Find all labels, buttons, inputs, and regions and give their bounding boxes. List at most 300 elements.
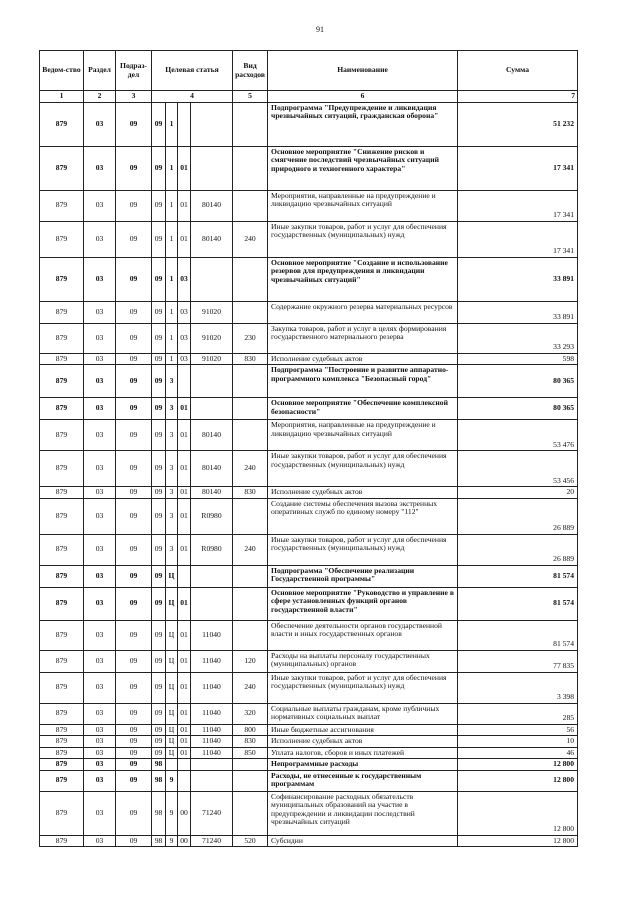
col-num: 6 xyxy=(268,91,458,103)
table-row xyxy=(40,703,578,724)
sum-cell: 17 341 xyxy=(458,221,578,257)
expense-type-cell xyxy=(233,791,268,835)
razdel-cell: 03 xyxy=(84,420,116,451)
sum-cell: 46 xyxy=(458,747,578,759)
expense-type-cell: 830 xyxy=(233,487,268,499)
ts-event-cell xyxy=(178,759,191,771)
ts-subprogram-cell: 3 xyxy=(166,451,178,487)
podrazdel-cell: 09 xyxy=(116,102,152,146)
ts-event-cell: 01 xyxy=(178,487,191,499)
ts-subprogram-cell: 9 xyxy=(166,835,178,847)
ts-subprogram-cell: 1 xyxy=(166,301,178,323)
ved-cell: 879 xyxy=(40,498,84,534)
table-row xyxy=(40,759,578,771)
podrazdel-cell: 09 xyxy=(116,323,152,353)
sum-cell: 56 xyxy=(458,724,578,736)
podrazdel-cell: 09 xyxy=(116,301,152,323)
ved-cell: 879 xyxy=(40,323,84,353)
ts-direction-cell: 91020 xyxy=(191,353,233,365)
ved-cell: 879 xyxy=(40,190,84,221)
table-row xyxy=(40,257,578,301)
ts-program-cell: 98 xyxy=(152,835,166,847)
ts-event-cell: 01 xyxy=(178,724,191,736)
ts-direction-cell xyxy=(191,365,233,398)
ts-subprogram-cell: 1 xyxy=(166,353,178,365)
ts-subprogram-cell: 3 xyxy=(166,498,178,534)
ts-subprogram-cell: Ц xyxy=(166,620,178,650)
razdel-cell: 03 xyxy=(84,703,116,724)
ts-direction-cell: 80140 xyxy=(191,221,233,257)
expense-type-cell xyxy=(233,565,268,587)
table-row xyxy=(40,365,578,398)
ts-event-cell: 03 xyxy=(178,301,191,323)
ved-cell: 879 xyxy=(40,650,84,672)
table-row xyxy=(40,451,578,487)
table-row xyxy=(40,398,578,420)
podrazdel-cell: 09 xyxy=(116,736,152,748)
razdel-cell: 03 xyxy=(84,257,116,301)
ts-subprogram-cell: 1 xyxy=(166,221,178,257)
table-row xyxy=(40,420,578,451)
podrazdel-cell: 09 xyxy=(116,747,152,759)
ts-program-cell: 09 xyxy=(152,451,166,487)
expense-type-cell: 240 xyxy=(233,534,268,565)
expense-type-cell: 240 xyxy=(233,221,268,257)
ved-cell: 879 xyxy=(40,420,84,451)
ts-event-cell xyxy=(178,770,191,791)
sum-cell: 26 889 xyxy=(458,534,578,565)
razdel-cell: 03 xyxy=(84,747,116,759)
ts-subprogram-cell: Ц xyxy=(166,703,178,724)
name-cell: Подпрограмма "Предупреждение и ликвидация чрезвычайных ситуаций, гражданская оборона" xyxy=(268,102,458,146)
name-cell: Подпрограмма "Построение и развитие аппаратно-программного комплекса "Безопасный город" xyxy=(268,365,458,398)
ts-program-cell: 09 xyxy=(152,650,166,672)
name-cell: Расходы на выплаты персоналу государственных (муниципальных) органов xyxy=(268,650,458,672)
sum-cell: 80 365 xyxy=(458,398,578,420)
podrazdel-cell: 09 xyxy=(116,587,152,620)
razdel-cell: 03 xyxy=(84,791,116,835)
sum-cell: 81 574 xyxy=(458,565,578,587)
podrazdel-cell: 09 xyxy=(116,565,152,587)
ved-cell: 879 xyxy=(40,587,84,620)
expense-type-cell xyxy=(233,498,268,534)
razdel-cell: 03 xyxy=(84,487,116,499)
name-cell: Содержание окружного резерва материальных ресурсов xyxy=(268,301,458,323)
expense-type-cell xyxy=(233,301,268,323)
name-cell: Софинансирование расходных обязательств муниципальных образований на участие в предупреждении и ликвидации последствий чрезвычайных ситуаций xyxy=(268,791,458,835)
sum-cell: 12 800 xyxy=(458,759,578,771)
ts-subprogram-cell: 3 xyxy=(166,398,178,420)
razdel-cell: 03 xyxy=(84,650,116,672)
ved-cell: 879 xyxy=(40,257,84,301)
ts-direction-cell: 11040 xyxy=(191,724,233,736)
expense-type-cell: 800 xyxy=(233,724,268,736)
ts-program-cell: 09 xyxy=(152,398,166,420)
table-row xyxy=(40,102,578,146)
table-row xyxy=(40,747,578,759)
sum-cell: 33 891 xyxy=(458,257,578,301)
sum-cell: 53 456 xyxy=(458,451,578,487)
sum-cell: 285 xyxy=(458,703,578,724)
razdel-cell: 03 xyxy=(84,451,116,487)
table-row xyxy=(40,791,578,835)
ts-direction-cell xyxy=(191,398,233,420)
table-row xyxy=(40,620,578,650)
name-cell: Иные закупки товаров, работ и услуг для обеспечения государственных (муниципальных) нужд xyxy=(268,534,458,565)
ts-program-cell: 98 xyxy=(152,770,166,791)
name-cell: Основное мероприятие "Обеспечение комплексной безопасности" xyxy=(268,398,458,420)
ts-direction-cell xyxy=(191,759,233,771)
ts-subprogram-cell: 3 xyxy=(166,487,178,499)
table-row xyxy=(40,487,578,499)
col-num: 3 xyxy=(116,91,152,103)
name-cell: Исполнение судебных актов xyxy=(268,736,458,748)
expense-type-cell xyxy=(233,365,268,398)
name-cell: Иные закупки товаров, работ и услуг для обеспечения государственных (муниципальных) нужд xyxy=(268,451,458,487)
name-cell: Основное мероприятие "Создание и использование резервов для предупреждения и ликвидации чрезвычайных ситуаций" xyxy=(268,257,458,301)
ved-cell: 879 xyxy=(40,365,84,398)
ts-subprogram-cell xyxy=(166,759,178,771)
podrazdel-cell: 09 xyxy=(116,451,152,487)
ts-direction-cell: 11040 xyxy=(191,747,233,759)
expense-type-cell xyxy=(233,102,268,146)
table-row xyxy=(40,353,578,365)
ts-subprogram-cell: 9 xyxy=(166,791,178,835)
expense-type-cell xyxy=(233,190,268,221)
razdel-cell: 03 xyxy=(84,672,116,703)
table-row xyxy=(40,650,578,672)
ts-event-cell: 01 xyxy=(178,736,191,748)
ved-cell: 879 xyxy=(40,672,84,703)
ts-event-cell: 01 xyxy=(178,451,191,487)
ved-cell: 879 xyxy=(40,791,84,835)
ts-subprogram-cell: Ц xyxy=(166,650,178,672)
podrazdel-cell: 09 xyxy=(116,672,152,703)
ved-cell: 879 xyxy=(40,747,84,759)
ts-event-cell: 01 xyxy=(178,398,191,420)
ved-cell: 879 xyxy=(40,146,84,190)
ts-direction-cell: 11040 xyxy=(191,650,233,672)
col-num: 5 xyxy=(233,91,268,103)
ts-event-cell: 01 xyxy=(178,221,191,257)
expense-type-cell: 830 xyxy=(233,736,268,748)
razdel-cell: 03 xyxy=(84,146,116,190)
ts-program-cell: 09 xyxy=(152,190,166,221)
ts-program-cell: 09 xyxy=(152,146,166,190)
expense-type-cell xyxy=(233,257,268,301)
ts-program-cell: 09 xyxy=(152,301,166,323)
expense-type-cell xyxy=(233,759,268,771)
ts-direction-cell: 80140 xyxy=(191,420,233,451)
expense-type-cell xyxy=(233,770,268,791)
ts-direction-cell: 11040 xyxy=(191,620,233,650)
name-cell: Закупка товаров, работ и услуг в целях формирования государственного материального резерва xyxy=(268,323,458,353)
ts-program-cell: 09 xyxy=(152,672,166,703)
podrazdel-cell: 09 xyxy=(116,487,152,499)
ts-event-cell: 01 xyxy=(178,747,191,759)
razdel-cell: 03 xyxy=(84,534,116,565)
razdel-cell: 03 xyxy=(84,398,116,420)
razdel-cell: 03 xyxy=(84,620,116,650)
ts-direction-cell xyxy=(191,102,233,146)
budget-table xyxy=(39,50,578,847)
ts-program-cell: 09 xyxy=(152,534,166,565)
podrazdel-cell: 09 xyxy=(116,498,152,534)
ved-cell: 879 xyxy=(40,487,84,499)
ts-event-cell: 01 xyxy=(178,146,191,190)
col-num: 4 xyxy=(152,91,233,103)
expense-type-cell: 240 xyxy=(233,672,268,703)
header-target-article: Целевая статья xyxy=(152,51,233,91)
ts-program-cell: 09 xyxy=(152,620,166,650)
column-number-row xyxy=(40,91,578,103)
ved-cell: 879 xyxy=(40,451,84,487)
name-cell: Исполнение судебных актов xyxy=(268,487,458,499)
header-row xyxy=(40,51,578,91)
sum-cell: 80 365 xyxy=(458,365,578,398)
name-cell: Исполнение судебных актов xyxy=(268,353,458,365)
ts-subprogram-cell: 1 xyxy=(166,102,178,146)
podrazdel-cell: 09 xyxy=(116,365,152,398)
name-cell: Обеспечение деятельности органов государственной власти и иных государственных органов xyxy=(268,620,458,650)
header-vedomstvo: Ведом-ство xyxy=(40,51,84,91)
ts-subprogram-cell: Ц xyxy=(166,565,178,587)
ts-program-cell: 09 xyxy=(152,487,166,499)
sum-cell: 26 889 xyxy=(458,498,578,534)
name-cell: Подпрограмма "Обеспечение реализации Государственной программы" xyxy=(268,565,458,587)
header-expense-type: Вид расходов xyxy=(233,51,268,91)
podrazdel-cell: 09 xyxy=(116,190,152,221)
ts-program-cell: 09 xyxy=(152,365,166,398)
ts-direction-cell xyxy=(191,257,233,301)
ts-subprogram-cell: Ц xyxy=(166,724,178,736)
ts-direction-cell: 71240 xyxy=(191,791,233,835)
ts-direction-cell xyxy=(191,770,233,791)
razdel-cell: 03 xyxy=(84,736,116,748)
ved-cell: 879 xyxy=(40,534,84,565)
name-cell: Основное мероприятие "Снижение рисков и смягчение последствий чрезвычайных ситуаций природного и техногенного характера" xyxy=(268,146,458,190)
ts-program-cell: 09 xyxy=(152,587,166,620)
ts-event-cell: 03 xyxy=(178,353,191,365)
ts-program-cell: 09 xyxy=(152,747,166,759)
podrazdel-cell: 09 xyxy=(116,759,152,771)
ts-subprogram-cell: 3 xyxy=(166,420,178,451)
sum-cell: 12 800 xyxy=(458,770,578,791)
col-num: 7 xyxy=(458,91,578,103)
col-num: 2 xyxy=(84,91,116,103)
sum-cell: 33 891 xyxy=(458,301,578,323)
razdel-cell: 03 xyxy=(84,323,116,353)
podrazdel-cell: 09 xyxy=(116,353,152,365)
podrazdel-cell: 09 xyxy=(116,770,152,791)
ts-program-cell: 98 xyxy=(152,791,166,835)
table-row xyxy=(40,190,578,221)
razdel-cell: 03 xyxy=(84,498,116,534)
ts-event-cell: 01 xyxy=(178,420,191,451)
ts-event-cell xyxy=(178,565,191,587)
ts-event-cell: 03 xyxy=(178,257,191,301)
razdel-cell: 03 xyxy=(84,565,116,587)
ts-event-cell xyxy=(178,102,191,146)
name-cell: Иные бюджетные ассигнования xyxy=(268,724,458,736)
name-cell: Создание системы обеспечения вызова экстренных оперативных служб по единому номеру "112" xyxy=(268,498,458,534)
ts-program-cell: 09 xyxy=(152,221,166,257)
ts-event-cell: 01 xyxy=(178,703,191,724)
name-cell: Мероприятия, направленные на предупреждение и ликвидацию чрезвычайных ситуаций xyxy=(268,190,458,221)
table-row xyxy=(40,301,578,323)
name-cell: Иные закупки товаров, работ и услуг для обеспечения государственных (муниципальных) нужд xyxy=(268,672,458,703)
ts-event-cell xyxy=(178,365,191,398)
sum-cell: 53 476 xyxy=(458,420,578,451)
ts-program-cell: 09 xyxy=(152,102,166,146)
expense-type-cell xyxy=(233,587,268,620)
ved-cell: 879 xyxy=(40,102,84,146)
name-cell: Субсидии xyxy=(268,835,458,847)
ved-cell: 879 xyxy=(40,759,84,771)
razdel-cell: 03 xyxy=(84,724,116,736)
ts-direction-cell xyxy=(191,587,233,620)
ts-subprogram-cell: 1 xyxy=(166,323,178,353)
ts-direction-cell: 80140 xyxy=(191,451,233,487)
ts-program-cell: 09 xyxy=(152,724,166,736)
sum-cell: 598 xyxy=(458,353,578,365)
expense-type-cell xyxy=(233,398,268,420)
razdel-cell: 03 xyxy=(84,301,116,323)
ts-direction-cell: 80140 xyxy=(191,190,233,221)
ts-program-cell: 09 xyxy=(152,420,166,451)
expense-type-cell: 850 xyxy=(233,747,268,759)
expense-type-cell: 120 xyxy=(233,650,268,672)
podrazdel-cell: 09 xyxy=(116,534,152,565)
ts-event-cell: 00 xyxy=(178,835,191,847)
sum-cell: 12 800 xyxy=(458,791,578,835)
sum-cell: 81 574 xyxy=(458,587,578,620)
ved-cell: 879 xyxy=(40,620,84,650)
name-cell: Уплата налогов, сборов и иных платежей xyxy=(268,747,458,759)
podrazdel-cell: 09 xyxy=(116,398,152,420)
table-row xyxy=(40,565,578,587)
razdel-cell: 03 xyxy=(84,221,116,257)
ved-cell: 879 xyxy=(40,301,84,323)
ved-cell: 879 xyxy=(40,221,84,257)
ts-event-cell: 01 xyxy=(178,672,191,703)
name-cell: Основное мероприятие "Руководство и управление в сфере установленных функций органов государственной власти" xyxy=(268,587,458,620)
table-row xyxy=(40,835,578,847)
podrazdel-cell: 09 xyxy=(116,146,152,190)
ts-subprogram-cell: 3 xyxy=(166,365,178,398)
ts-subprogram-cell: Ц xyxy=(166,736,178,748)
podrazdel-cell: 09 xyxy=(116,791,152,835)
name-cell: Мероприятия, направленные на предупреждение и ликвидацию чрезвычайных ситуаций xyxy=(268,420,458,451)
ts-program-cell: 09 xyxy=(152,736,166,748)
podrazdel-cell: 09 xyxy=(116,221,152,257)
razdel-cell: 03 xyxy=(84,102,116,146)
expense-type-cell: 230 xyxy=(233,323,268,353)
ts-direction-cell: R0980 xyxy=(191,498,233,534)
ts-event-cell: 03 xyxy=(178,323,191,353)
ts-direction-cell xyxy=(191,146,233,190)
header-podrazdel: Подраз-дел xyxy=(116,51,152,91)
ved-cell: 879 xyxy=(40,353,84,365)
ts-direction-cell: 91020 xyxy=(191,323,233,353)
col-num: 1 xyxy=(40,91,84,103)
ts-program-cell: 09 xyxy=(152,353,166,365)
ts-event-cell: 01 xyxy=(178,620,191,650)
name-cell: Социальные выплаты гражданам, кроме публичных нормативных социальных выплат xyxy=(268,703,458,724)
razdel-cell: 03 xyxy=(84,587,116,620)
ts-program-cell: 09 xyxy=(152,323,166,353)
ts-subprogram-cell: 1 xyxy=(166,146,178,190)
razdel-cell: 03 xyxy=(84,770,116,791)
table-row xyxy=(40,770,578,791)
ved-cell: 879 xyxy=(40,724,84,736)
ts-direction-cell: 80140 xyxy=(191,487,233,499)
ts-subprogram-cell: 3 xyxy=(166,534,178,565)
ved-cell: 879 xyxy=(40,703,84,724)
table-row xyxy=(40,724,578,736)
ts-subprogram-cell: Ц xyxy=(166,587,178,620)
table-row xyxy=(40,146,578,190)
sum-cell: 12 800 xyxy=(458,835,578,847)
expense-type-cell: 320 xyxy=(233,703,268,724)
ts-event-cell: 01 xyxy=(178,498,191,534)
table-row xyxy=(40,534,578,565)
sum-cell: 51 232 xyxy=(458,102,578,146)
table-row xyxy=(40,736,578,748)
sum-cell: 81 574 xyxy=(458,620,578,650)
podrazdel-cell: 09 xyxy=(116,257,152,301)
ved-cell: 879 xyxy=(40,398,84,420)
ts-direction-cell: 11040 xyxy=(191,672,233,703)
expense-type-cell xyxy=(233,620,268,650)
header-razdel: Раздел xyxy=(84,51,116,91)
name-cell: Иные закупки товаров, работ и услуг для обеспечения государственных (муниципальных) нужд xyxy=(268,221,458,257)
expense-type-cell xyxy=(233,146,268,190)
ts-program-cell: 09 xyxy=(152,257,166,301)
podrazdel-cell: 09 xyxy=(116,620,152,650)
razdel-cell: 03 xyxy=(84,353,116,365)
razdel-cell: 03 xyxy=(84,759,116,771)
ts-program-cell: 09 xyxy=(152,565,166,587)
ts-subprogram-cell: 1 xyxy=(166,257,178,301)
table-row xyxy=(40,498,578,534)
razdel-cell: 03 xyxy=(84,835,116,847)
sum-cell: 77 835 xyxy=(458,650,578,672)
podrazdel-cell: 09 xyxy=(116,650,152,672)
ts-event-cell: 01 xyxy=(178,534,191,565)
sum-cell: 20 xyxy=(458,487,578,499)
page-number: 91 xyxy=(316,25,324,34)
ts-subprogram-cell: Ц xyxy=(166,747,178,759)
podrazdel-cell: 09 xyxy=(116,703,152,724)
table-row xyxy=(40,587,578,620)
ts-subprogram-cell: 1 xyxy=(166,190,178,221)
sum-cell: 17 341 xyxy=(458,146,578,190)
table-row xyxy=(40,672,578,703)
razdel-cell: 03 xyxy=(84,190,116,221)
sum-cell: 3 398 xyxy=(458,672,578,703)
ts-program-cell: 09 xyxy=(152,498,166,534)
header-name: Наименование xyxy=(268,51,458,91)
ved-cell: 879 xyxy=(40,565,84,587)
razdel-cell: 03 xyxy=(84,365,116,398)
sum-cell: 33 293 xyxy=(458,323,578,353)
ved-cell: 879 xyxy=(40,835,84,847)
ts-program-cell: 09 xyxy=(152,703,166,724)
header-sum: Сумма xyxy=(458,51,578,91)
ts-event-cell: 00 xyxy=(178,791,191,835)
name-cell: Непрограммные расходы xyxy=(268,759,458,771)
